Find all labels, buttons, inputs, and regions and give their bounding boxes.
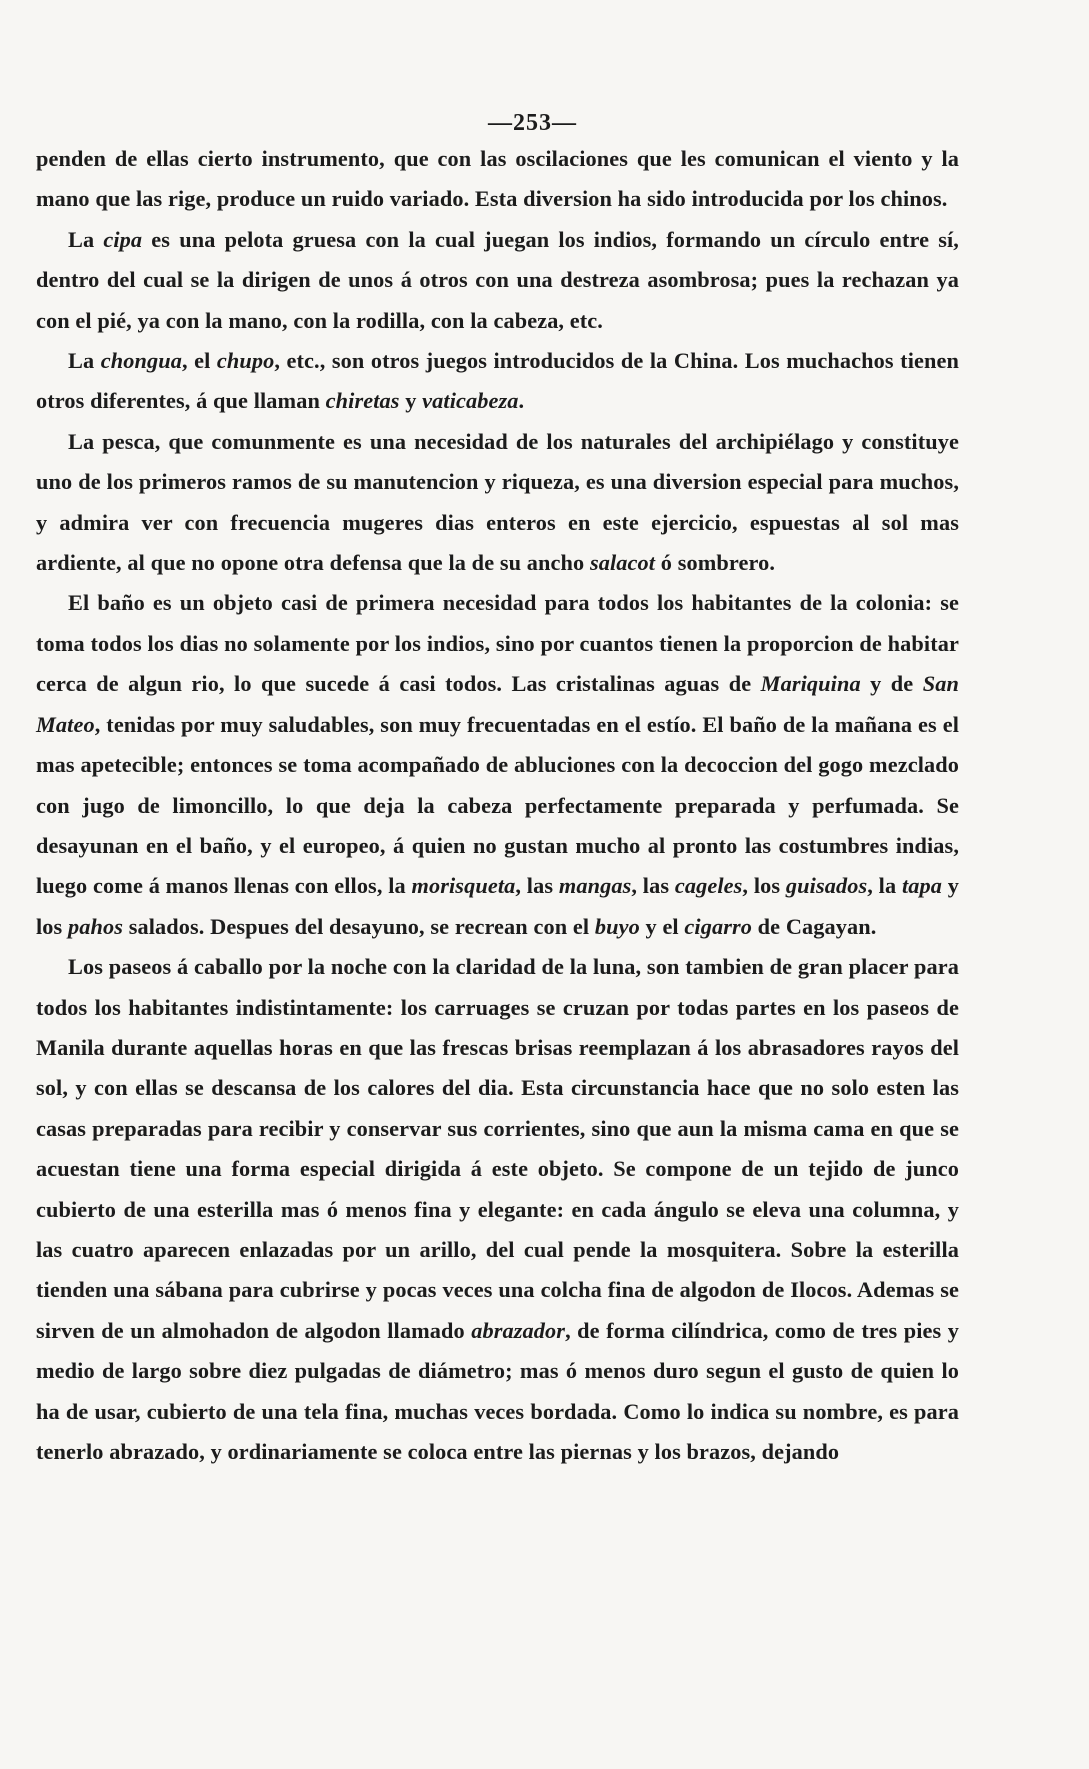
italic-term: chongua: [100, 348, 182, 374]
italic-term: Mariquina: [760, 671, 861, 697]
text-run: , los: [742, 873, 786, 899]
text-run: La pesca, que comunmente es una necesidad de los naturales del archipiélago y constituye uno de los primeros ramos de su manutencion y riqueza, es una diversion especial para muchos, y admira ver con frecuencia mugeres dias enteros en este ejercicio, espuestas al sol mas ardiente, al que no opone otra defensa que la de su ancho: [36, 428, 959, 576]
text-run: , tenidas por muy saludables, son muy frecuentadas en el estío. El baño de la mañana es el mas apetecible; entonces se toma acompañado de abluciones con la decoccion del gogo mezclado con jugo de limoncillo, lo que deja la cabeza perfectamente preparada y perfumada. Se desayunan en el baño, y el europeo, á quien no gustan mucho al pronto las costumbres indias, luego come á manos llenas con ellos, la: [36, 711, 959, 899]
text-run: , la: [867, 873, 902, 899]
italic-term: cipa: [103, 226, 143, 252]
italic-term: chupo: [216, 348, 275, 374]
italic-term: mangas: [558, 873, 632, 899]
text-run: La: [68, 226, 104, 252]
text-run: penden de ellas cierto instrumento, que con las oscilaciones que les comunican el viento y la mano que las rige, produce un ruido variado. Esta diversion ha sido introducida por los chinos.: [36, 146, 959, 212]
italic-term: abrazador: [471, 1317, 566, 1343]
text-run: de Cagayan.: [752, 913, 877, 939]
text-run: Los paseos á caballo por la noche con la claridad de la luna, son tambien de gran placer para todos los habitantes indistintamente: los carruages se cruzan por todas partes en los paseos de Manila durante aquellas horas en que las frescas brisas reemplazan á los abrasadores rayos del sol, y con ellas se descansa de los calores del dia. Esta circunstancia hace que no solo esten las casas preparadas para recibir y conservar sus corrientes, sino que aun la misma cama en que se acuestan tiene una forma especial dirigida á este objeto. Se compone de un tejido de junco cubierto de una esterilla mas ó menos fina y elegante: en cada ángulo se eleva una columna, y las cuatro aparecen enlazadas por un arillo, del cual pende la mosquitera. Sobre la esterilla tienden una sábana para cubrirse y pocas veces una colcha fina de algodon de Ilocos. Ademas se sirven de un almohadon de algodon llamado: [36, 954, 959, 1343]
text-run: El baño es un objeto casi de primera necesidad para todos los habitantes de la colonia: se toma todos los dias no solamente por los indios, sino por cuantos tienen la proporcion de habitar cerca de algun rio, lo que sucede á casi todos. Las cristalinas aguas de: [36, 590, 959, 697]
italic-term: buyo: [594, 913, 640, 939]
italic-term: guisados: [785, 873, 868, 899]
paragraph: [36, 422, 959, 584]
paragraph: [36, 220, 959, 341]
text-run: salados. Despues del desayuno, se recrean con el: [123, 913, 595, 939]
italic-term: morisqueta: [411, 873, 516, 899]
text-run: , de forma cilíndrica, como de tres pies y medio de largo sobre diez pulgadas de diámetro; mas ó menos duro segun el gusto de quien lo ha de usar, cubierto de una tela fina, muchas veces bordada. Como lo indica su nombre, es para tenerlo abrazado, y ordinariamente se coloca entre las piernas y los brazos, dejando: [36, 1317, 959, 1464]
text-run: La: [68, 348, 101, 374]
italic-term: San Mateo: [36, 671, 959, 737]
italic-term: vaticabeza: [422, 388, 519, 414]
italic-term: chiretas: [325, 388, 400, 414]
italic-term: cageles: [674, 873, 743, 899]
text-run: y los: [36, 873, 960, 939]
italic-term: tapa: [901, 873, 943, 899]
text-run: , las: [631, 873, 675, 899]
italic-term: salacot: [589, 550, 656, 576]
text-run: y: [399, 388, 423, 414]
paragraph: [36, 583, 959, 947]
paragraph: [36, 341, 959, 422]
text-run: , etc., son otros juegos introducidos de la China. Los muchachos tienen otros diferentes, á que llaman: [36, 348, 959, 414]
text-run: ó sombrero.: [655, 550, 775, 576]
text-run: .: [518, 388, 525, 414]
text-run: , el: [181, 348, 217, 374]
paragraph: [36, 947, 959, 1472]
text-run: y de: [860, 671, 923, 697]
body-text: [36, 139, 959, 1472]
text-run: y el: [639, 913, 685, 939]
italic-term: pahos: [68, 913, 124, 939]
page-number: —253—: [488, 110, 577, 136]
text-run: es una pelota gruesa con la cual juegan los indios, formando un círculo entre sí, dentro del cual se la dirigen de unos á otros con una destreza asombrosa; pues la rechazan ya con el pié, ya con la mano, con la rodilla, con la cabeza, etc.: [36, 226, 959, 333]
italic-term: cigarro: [684, 913, 752, 939]
text-run: , las: [515, 873, 559, 899]
paragraph: [36, 139, 959, 220]
